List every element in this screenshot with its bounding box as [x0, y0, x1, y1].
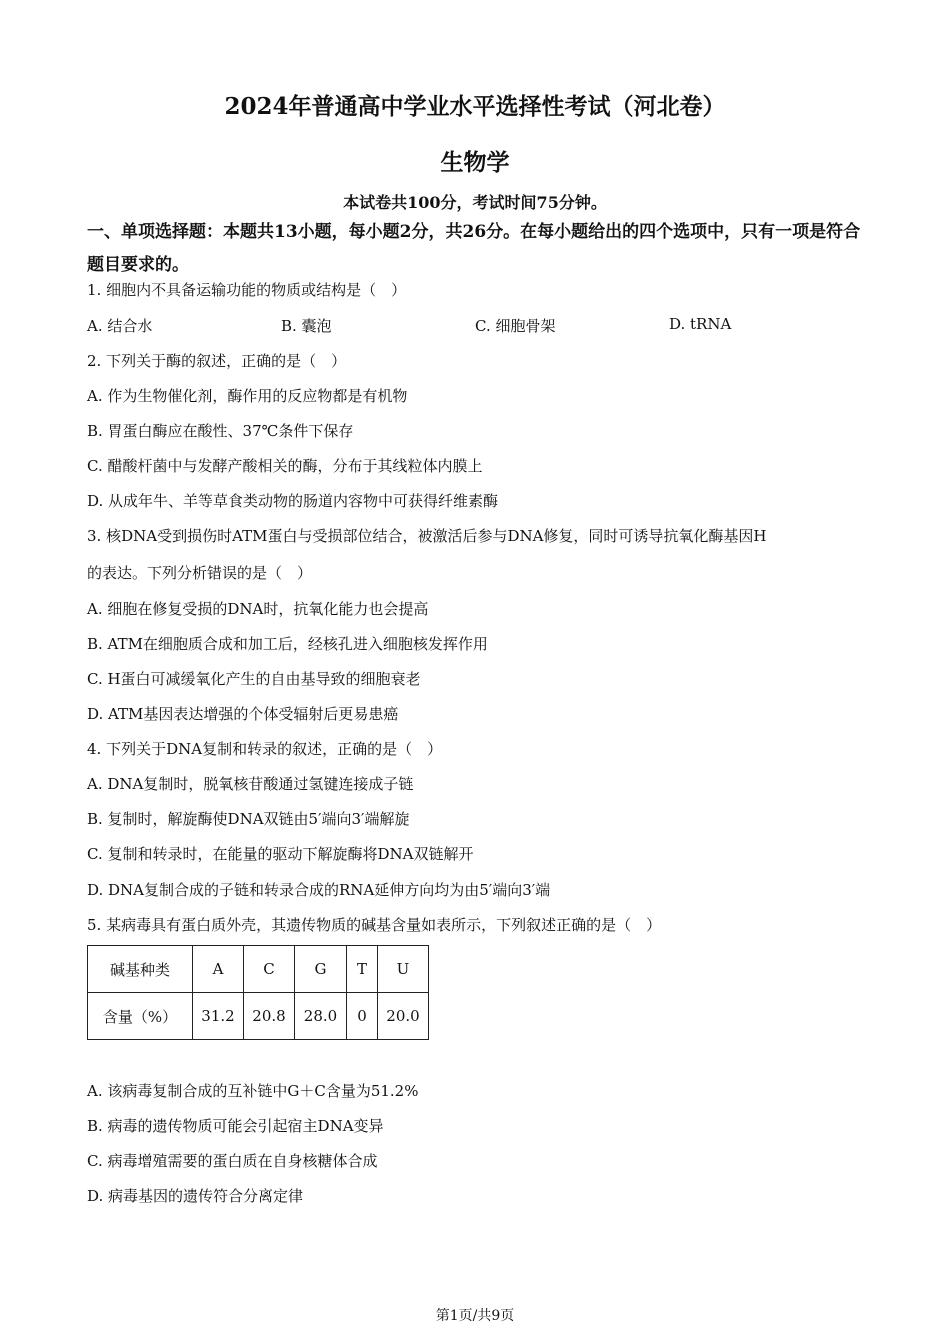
page-number: 第1页/共9页: [435, 1308, 515, 1324]
q5-option-d: D. 病毒基因的遗传符合分离定律: [87, 1187, 304, 1205]
q3-option-c: C. H蛋白可减缓氧化产生的自由基导致的细胞衰老: [87, 670, 421, 688]
q1-option-b: B. 囊泡: [281, 317, 332, 335]
table-cell: C: [244, 946, 295, 993]
subject-title: 生物学: [440, 149, 510, 176]
table-cell: G: [295, 946, 347, 993]
q5-option-b: B. 病毒的遗传物质可能会引起宿主DNA变异: [87, 1117, 384, 1135]
q3-option-b: B. ATM在细胞质合成和加工后，经核孔进入细胞核发挥作用: [87, 635, 488, 653]
q3-option-a: A. 细胞在修复受损的DNA时，抗氧化能力也会提高: [87, 600, 429, 618]
q3-stem-line1: 3. 核DNA受到损伤时ATM蛋白与受损部位结合，被激活后参与DNA修复，同时可诱导抗氧化酶基因H: [87, 527, 767, 545]
table-row: [88, 946, 429, 993]
table-cell: 20.8: [244, 993, 295, 1040]
q2-option-b: B. 胃蛋白酶应在酸性、37℃条件下保存: [87, 422, 354, 440]
q2-option-a: A. 作为生物催化剂，酶作用的反应物都是有机物: [87, 387, 408, 405]
exam-title: 2024年普通高中学业水平选择性考试（河北卷）: [224, 93, 726, 120]
q4-option-d: D. DNA复制合成的子链和转录合成的RNA延伸方向均为由5′端向3′端: [87, 881, 551, 899]
exam-note: 本试卷共100分，考试时间75分钟。: [343, 193, 607, 212]
base-content-table: [87, 945, 429, 1040]
table-cell: A: [193, 946, 244, 993]
table-cell: 碱基种类: [88, 946, 193, 993]
q1-option-c: C. 细胞骨架: [475, 317, 556, 335]
q4-option-b: B. 复制时，解旋酶使DNA双链由5′端向3′端解旋: [87, 810, 410, 828]
section-heading: 一、单项选择题：本题共13小题，每小题2分，共26分。在每小题给出的四个选项中，只有一项是符合题目要求的。: [87, 222, 861, 275]
q4-stem: 4. 下列关于DNA复制和转录的叙述，正确的是（ ）: [87, 740, 443, 758]
q1-stem: 1. 细胞内不具备运输功能的物质或结构是（ ）: [87, 281, 407, 299]
q4-option-a: A. DNA复制时，脱氧核苷酸通过氢键连接成子链: [87, 775, 414, 793]
q2-option-d: D. 从成年牛、羊等草食类动物的肠道内容物中可获得纤维素酶: [87, 492, 499, 510]
q5-option-c: C. 病毒增殖需要的蛋白质在自身核糖体合成: [87, 1152, 378, 1170]
table-cell: 20.0: [378, 993, 429, 1040]
q3-option-d: D. ATM基因表达增强的个体受辐射后更易患癌: [87, 705, 399, 723]
q2-stem: 2. 下列关于酶的叙述，正确的是（ ）: [87, 352, 347, 370]
q3-stem-line2: 的表达。下列分析错误的是（ ）: [87, 564, 313, 582]
q1-option-a: A. 结合水: [87, 317, 153, 335]
table-cell: 0: [347, 993, 378, 1040]
q2-option-c: C. 醋酸杆菌中与发酵产酸相关的酶，分布于其线粒体内膜上: [87, 457, 483, 475]
table-row: [88, 993, 429, 1040]
table-cell: 31.2: [193, 993, 244, 1040]
table-cell: U: [378, 946, 429, 993]
table-cell: T: [347, 946, 378, 993]
q1-option-d: D. tRNA: [669, 315, 732, 333]
q5-option-a: A. 该病毒复制合成的互补链中G＋C含量为51.2%: [87, 1082, 419, 1100]
q4-option-c: C. 复制和转录时，在能量的驱动下解旋酶将DNA双链解开: [87, 845, 474, 863]
table-cell: 28.0: [295, 993, 347, 1040]
q5-stem: 5. 某病毒具有蛋白质外壳，其遗传物质的碱基含量如表所示，下列叙述正确的是（ ）: [87, 916, 662, 934]
table-cell: 含量（%）: [88, 993, 193, 1040]
